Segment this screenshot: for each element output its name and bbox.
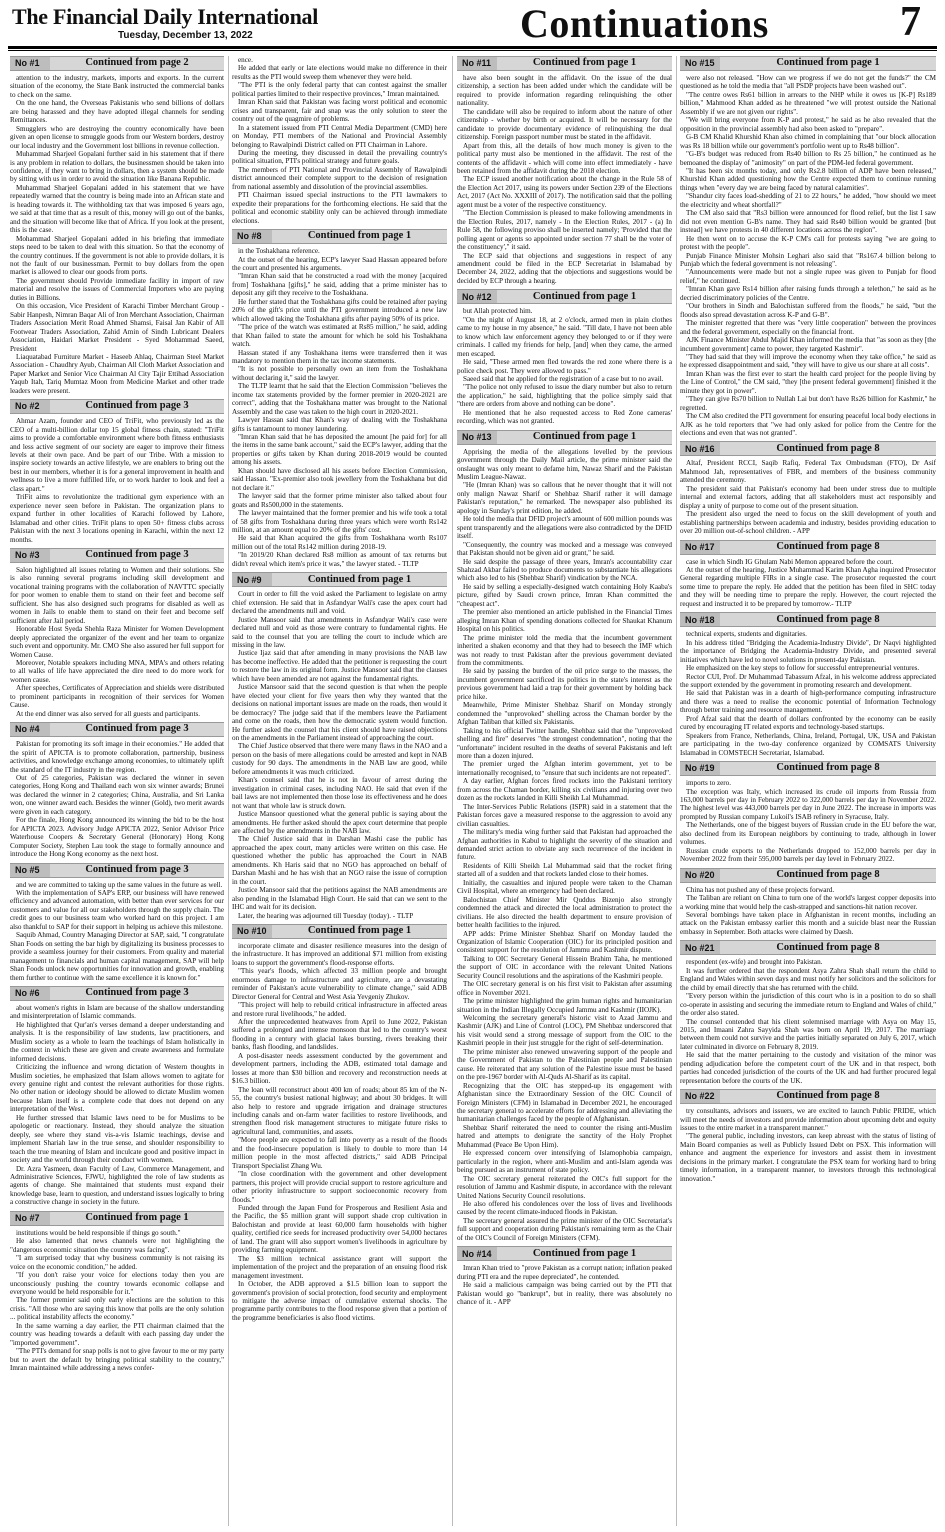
continued-from-label: Continued from page 8 (776, 868, 880, 880)
continued-from-label: Continued from page 1 (776, 57, 880, 69)
article-paragraph: but Allah protected him. (463, 307, 533, 316)
article-paragraph: On this occasion, Vice President of Karachi Timber Merchant Group - Sabir Hanpesh, Nimran Baqar Ali of Iron Merchant Association, Chairman Traders Association Merit Road Ahmed Shamsi, Faisal Jan Kabir of All Footwear Traders Association, Zahid Amin of Sindh Lubricant Dealers Association, Haidari Market President - Syed Mohammad Saeed, President (10, 302, 224, 353)
article-paragraph: "The PTI's demand for snap polls is not to give favour to me or my party but to avert the default by bringing political stability to the country," Imran maintained while addressing a news confer- (10, 1347, 224, 1373)
continued-from-label: Continued from page 1 (532, 430, 637, 442)
continued-from-label: Continued from page 3 (85, 863, 189, 875)
article-paragraph: The prime minister highlighted the grim human rights and humanitarian situation in the Indian Illegally Occupied Jammu and Kashmir (IIOJK). (457, 997, 672, 1014)
article-number: No #10 (232, 925, 272, 938)
article-paragraph: The prime minister told the media that the incumbent government inherited a shaken economy and that they had to beseech the IMF which was not ready to trust Pakistan after the previous government deviated from the commitments. (457, 633, 672, 667)
article (232, 229, 447, 568)
article-paragraph: He said that the matter pertaining to the custody and visitation of the minor was pending adjudication before the competent court of the UK and in that respect, both parties had conceded jurisdiction of the courts of the UK and had further procured legal representation before the courts of the UK. (680, 1051, 936, 1085)
article-paragraph: Justice Mansoor said that the second question is that when the people have elected your client for five years then why they wanted that the decisions on national important issues are made on the roads, then would it be democracy? The judge said that if the members leave the Parliament and come on the roads, then how the democratic system would function. He further asked the counsel that his client should have raised objections on the amendments in the Parliament instead of approaching the court. (232, 683, 447, 742)
article-paragraph: The OIC secretary general is on his first visit to Pakistan after assuming office in November 2021. (457, 980, 672, 997)
article-number: No #9 (232, 573, 272, 586)
article-paragraph: The members of PTI National and Provincial Assembly of Rawalpindi district announced their complete support to the decision of resignation from national assembly and dissolution of the provincial assemblies. (232, 165, 447, 191)
article-paragraph: Lawyer Hassan said that Khan's way of dealing with the Toshakhana gifts is tantamount to money laundering. (232, 416, 447, 433)
article-paragraph: Criticizing the influence and wrong dictation of Western thoughts in Muslim societies, he emphasized that Islam allows women to agitate for every genuine right and contest the relevant authorities for those rights. No other nation or ideology should be allowed to dictate Muslim women because Islam itself is a complete code that does not depend on any interpretation of the West. (10, 1063, 224, 1114)
article-paragraph: The lawyer said that the former prime minister also talked about four goats and Rs500,000 in the statements. (232, 492, 447, 509)
article (457, 1246, 672, 1306)
article-paragraph: Russian crude exports to the Netherlands dropped to 152,000 barrels per day in November 2022 from their 595,000 barrels per day level in February 2022. (680, 846, 936, 864)
article-paragraph: The premier urged the Afghan interim government, yet to be internationally recognised, to "ensure that such incidents are not repeated". (457, 760, 672, 777)
article-paragraph: TriFit aims to revolutionize the traditional gym experience with an experience never seen before in Pakistan. The organization plans to expand further in other localities of Karachi followed by Lahore, Islamabad and other cities. TriFit plans to open 50+ fitness clubs across Pakistan with the next 3 locations opening in Karachi, within the next 12 months. (10, 493, 224, 544)
continuation-header (457, 289, 672, 304)
article-paragraph: Later, the hearing was adjourned till Tuesday (today). - TLTP (238, 911, 414, 920)
column-4 (680, 56, 936, 1526)
continued-from-label: Continued from page 8 (776, 941, 880, 953)
article-paragraph: Salon highlighted all issues relating to Women and their solutions. She is also running several programs including skill development and vocational training programs with the collaboration of NAVTTC specially for poor women to enable them to stand on their feet and become self sufficient. She has also designed such programs for disabled as well as women in Jails to enable them to stand on their feet and become self sufficient after Jail period. (10, 566, 224, 625)
continuation-header (680, 441, 936, 456)
article-paragraph: Khan's counsel said that he is not in favour of arrest during the investigation in criminal cases, including NAO. He said that even if the bail laws are not implemented then those lose its effectiveness and he does not want that whole law is struck down. (232, 776, 447, 810)
article-paragraph: Funded through the Japan Fund for Prosperous and Resilient Asia and the Pacific, the $5 million grant will support shade crop cultivation in Balochistan and provide at least 60,000 farm households with higher quality, certified rice seeds for increased productivity over 54,000 hectares of land. The grant will also support women's livelihoods in agriculture by providing farming equipment. (232, 1204, 447, 1255)
article-paragraph: imports to zero. (686, 779, 732, 788)
continued-from-label: Continued from page 1 (532, 57, 637, 69)
article (10, 722, 224, 858)
article-number: No #6 (10, 987, 50, 1000)
article-paragraph: "This year's floods, which affected 33 million people and brought enormous damage to infrastructure and agriculture, are a devastating reminder of Pakistan's acute vulnerability to climate change," said ADB Director General for Central and West Asia Yevgeniy Zhukov. (232, 967, 447, 1001)
continuation-header (10, 722, 224, 737)
article-paragraph: "They had said that they will improve the economy when they take office," he said as he expressed disappointment and said, "they will have to give us our share at all costs". (680, 352, 936, 370)
continued-from-label: Continued from page 8 (776, 613, 880, 625)
article-paragraph: China has not pushed any of these projects forward. (686, 885, 835, 894)
article-paragraph: Recognizing that the OIC has stepped-up its engagement with Afghanistan since the Extraordinary Session of the OIC Council of Foreign Ministers (CFM) in Islamabad in December 2021, he encouraged the secretary general to accelerate efforts for addressing and alleviating the humanitarian challenges faced by the people of Afghanistan. (457, 1081, 672, 1124)
article-paragraph: "The police not only refused to issue the diary number but also to return the application," he said, highlighting that the police simply said that "there are orders from above and nothing can be done". (457, 383, 672, 409)
article-paragraph: The president also urged the need to focus on the skill development of youth and establishing partnerships between academia and industry, besides providing education to over 20 million out-of-school children. - APP (680, 510, 936, 536)
continued-from-label: Continued from page 8 (776, 442, 880, 454)
section-title: Continuations (520, 1, 769, 46)
masthead-rule-thin (8, 50, 937, 51)
article-paragraph: He told the media that DFID project's amount of 600 million pounds was spent transparently and the allegations were also contradicted by the DFID itself. (457, 515, 672, 541)
masthead-rule (8, 46, 937, 49)
article (680, 940, 936, 1085)
article-paragraph: He emphasized on the key steps to follow for successful entrepreneurial ventures. (686, 664, 920, 673)
article-paragraph: Muhammad Sharjeel Gopalani further said in his statement that if there is any problem in relation to dollars, the businessmen should be taken into confidence, if they want to bring in dollars, then a system should be made by sitting with us in order to avoid the situation like Banana Republic. (10, 150, 224, 184)
article-paragraph: The minister regretted that there was "very little cooperation" between the provinces and the federal government, especially on the financial front. (680, 319, 936, 336)
article-number: No #5 (10, 864, 50, 877)
article (680, 441, 936, 535)
article-number: No #13 (457, 431, 497, 444)
article-paragraph: Taking to his official Twitter handle, Shehbaz said that the "unprovoked shelling and fire" deserves "the strongest condemnation", noting that the "unfortunate" incident resulted in the deaths of several Pakistanis and left more than a dozen injured. (457, 726, 672, 760)
continued-from-label: Continued from page 3 (85, 987, 189, 999)
article-paragraph: Mohammad Sharjeel Gopalani added in his briefing that immediate steps need to be taken to deal with this situation. So that the economy of the country continues. If the government is not able to provide dollars, it is not the fault of our businessman. Permit to buy dollars from the open market is allowed to clear our goods from ports. (10, 234, 224, 277)
article-number: No #21 (680, 941, 720, 954)
article (680, 761, 936, 864)
article-paragraph: Moreover, Notable speakers including MNA, MPA's and others relating to all walks of life have appreciated the dire need to do more work for women cause. (10, 659, 224, 684)
article-paragraph: respondent (ex-wife) and brought into Pakistan. (686, 958, 823, 967)
continued-from-label: Continued from page 1 (532, 290, 637, 302)
article-paragraph: Welcoming the secretary general's historic visit to Azad Jammu and Kashmir (AJK) and Line of Control (LOC), PM Shehbaz underscored that his visit would send a strong message of support from the OIC to the Kashmiri people in their just struggle for the right of self-determination. (457, 1014, 672, 1048)
article-number: No #7 (10, 1212, 50, 1225)
article-paragraph: Saquib Ahmad, Country Managing Director at SAP, said, "I congratulate Shan Foods on setting the bar high by digitalizing its business processes to provide a seamless journey for their customers. From quality and material management to financials and human capital management, SAP will help Shan Foods unlock new opportunities for innovation and growth, enabling them further to continue with the same excellence it is known for." (10, 931, 224, 982)
article-number: No #15 (680, 57, 720, 70)
article-paragraph: "Imran Khan said that he has deposited the amount [he paid for] for all the items in the same bank account," said the ECP's lawyer, adding that the properties or gifts taken by Khan during 2018-2019 would be counted among his assets. (232, 433, 447, 467)
article-paragraph: Punjab Finance Minister Mohsin Leghari also said that "Rs167.4 billion belong to Punjab which the federal government is not releasing". (680, 251, 936, 268)
article-paragraph: The candidate will also be required to inform about the nature of other citizenship - whether by birth or acquired. It will be necessary for the candidate to provide documentary evidence of relinquishing the dual citizenship. Foreign passport number must be stated in the affidavit. (457, 107, 672, 142)
article-paragraph: Apprising the media of the allegations levelled by the previous government through the Daily Mail article, the prime minister said the onslaught was only meant to defame him, Nawaz Sharif and the Pakistan Muslim League-Nawaz. (457, 447, 672, 482)
article-paragraph: The TLTP learnt that he said that the Election Commission "believes the income tax statements provided by the former premier in 2020-2021 are correct", adding that the Toshakhana matter was brought to the National Assembly and the case was taken to the high court in 2020-2021. (232, 382, 447, 416)
article-paragraph: He said by selling a especially-designed watch containing Holy Kaaba's picture, gifted by Saudi crown prince, Imran Khan committed the "cheapest act". (457, 582, 672, 608)
article-paragraph: AJK Finance Minister Abdul Majid Khan informed the media that "as soon as they [the incumbent government] came to power, they targeted Kashmir". (680, 336, 936, 353)
article-paragraph: "In 2019/20 Khan declared Rs8 million as amount of tax returns but didn't reveal which item's price it was," the lawyer stated. - TLTP (232, 551, 447, 568)
article-paragraph: The CM also credited the PTI government for ensuring peaceful local body elections in AJK as he told reporters that "we had only asked for police from the Centre for the elections and even that was not granted". (680, 412, 936, 438)
article-paragraph: APP adds: Prime Minister Shehbaz Sharif on Monday lauded the Organization of Islamic Cooperation (OIC) for its principled position and consistent support for the resolution of Jammu and Kashmir dispute. (457, 929, 672, 955)
article (457, 430, 672, 1243)
article-paragraph: At the end dinner was also served for all guests and participants. (16, 709, 201, 718)
article-paragraph: The government should Provide immediate facility in import of raw material and resolve the issues of Commercial Importers who are paying duties in Billions. (10, 276, 224, 302)
article-paragraph: "Our brothers in Sindh and Balochistan suffered from the floods," he said, "but the floods also spread devastation across K-P and G-B". (680, 302, 936, 319)
column-1 (10, 56, 224, 1526)
article-paragraph: Altaf, President RCCI, Saqib Rafiq, Federal Tax Ombudsman (FTO), Dr Asif Mahmood Jah, representatives of FBR, and members of the business community attended the ceremony. (680, 459, 936, 485)
article-paragraph: institutions would be held responsible if things go south." (16, 1228, 181, 1237)
article-paragraph: Justice Mansoor said that amendments in Asfandyar Wali's case were declared null and void as those were contrary to fundamental rights. He said to the counsel that you are telling the court to include which are missing in the law. (232, 615, 447, 649)
article (10, 1211, 224, 1373)
article-number: No #22 (680, 1090, 720, 1103)
article-paragraph: Pakistan for promoting its soft image in their economies." He added that the spirit of APICTA is to promote collaboration, partnership, business activities, and knowledge exchange among economies, to ultimately uplift the standard of the IT industry in the region. (10, 740, 224, 774)
article-paragraph: Court in order to fill the void asked the Parliament to legislate on army chief extension. He said that in Asfandyar Wali's case the apex court had declared the amendments null and void. (232, 590, 447, 616)
article (457, 56, 672, 285)
page-number: 7 (900, 0, 921, 45)
article-paragraph: "The price of the watch was estimated at Rs85 million," he said, adding that Khan failed to state the amount for which he sold his Toshakhana watch. (232, 323, 447, 349)
article-paragraph: "The general public, including investors, can keep abreast with the status of listing of Main Board companies as well as Publicly Issued Debt on PSX. This information will enhance and augment the experience for investors and assist them in investment decisions in the primary market. I congratulate the PSX team for working hard to bring timely information, in a transparent manner, to investors through this technological innovation." (680, 1132, 936, 1183)
article-paragraph: The OIC secretary general reiterated the OIC's full support for the resolution of Jammu and Kashmir dispute, in accordance with the relevant United Nations Security Council resolutions. (457, 1174, 672, 1200)
article-paragraph: "More people are expected to fall into poverty as a result of the floods and the food-insecure population is likely to double to more than 14 million people in the most affected districts," said ADB Principal Transport Specialist Zhang Wu. (232, 1136, 447, 1170)
article-paragraph: "The centre owes Rs61 billion in arrears to the NHP while it owes us [K-P] Rs189 billion," Mahmood Khan added as he threatened "we will protest outside the National Assembly if we are not given our rights". (680, 90, 936, 116)
article-paragraph: The counsel contended that his client solemnised marriage with Asya on May 15, 2015, and Imaani Zahra Sayyida Shah was born on April 19, 2017. The marriage between them could not survive and the parties initially separated on July 6, 2017, which later culminated in divorce on February 8, 2019. (680, 1017, 936, 1051)
article-paragraph: The Taliban are reliant on China to turn one of the world's largest copper deposits into a working mine that would help the cash-strapped and sanctions-hit nation recover. (680, 894, 936, 911)
article-paragraph: "In close coordination with the government and other development partners, this project will provide crucial support to restore agriculture and other priority infrastructure to support socioeconomic recovery from floods." (232, 1170, 447, 1204)
article-paragraph: The lawyer maintained that the former premier and his wife took a total of 58 gifts from Toshakhana during three years which were worth Rs142 million, at an amount equal to 20% of the gifts' cost. (232, 509, 447, 535)
article-paragraph: Justice Mansoor questioned what the general public is saying about the amendments. He further asked should the apex court determine that people are affected by the amendments in the NAB law. (232, 810, 447, 835)
article-paragraph: He further stressed that Islamic laws need to be for Muslims to be apologetic or reactionary. Instead, they should analyze the situation deeply, see where they stand vis-a-vis Islamic teachings, devise and implement Shariah law in the true sense, and shoulder responsibility to teach the true meaning of Islam and inculcate good and positive impact in society and the world through their conduct with women. (10, 1113, 224, 1165)
article-paragraph: He said that Khan acquired the gifts from Toshakhana worth Rs107 million out of the total Rs142 million during 2018-19. (232, 534, 447, 551)
continued-from-label: Continued from page 1 (85, 1212, 189, 1224)
article-paragraph: A post-disaster needs assessment conducted by the government and development partners, including the ADB, estimated total damage and losses at more than $30 billion and recovery and reconstruction needs at $16.3 billion. (232, 1051, 447, 1086)
article (10, 863, 224, 982)
article-paragraph: case in which Sindh IG Ghulam Nabi Memon appeared before the court. (686, 557, 894, 566)
article-paragraph: Balochistan Chief Minister Mir Quddus Bizenjo also strongly condemned the attack and directed the local administration to protect the civilians. He also directed the health department to ensure provision of better health facilities to the injured. (457, 895, 672, 930)
continuation-header (10, 548, 224, 563)
continued-from-label: Continued from page 8 (776, 540, 880, 552)
article-paragraph: Initially, the casualties and injured people were taken to the Chaman Civil Hospital, where an emergency had been declared. (457, 878, 672, 896)
article-paragraph: Khan should have disclosed all his assets before Election Commission, said Hassan. "Ex-premier also took jewellery from the Toshakhana but did not declare it." (232, 466, 447, 492)
article-paragraph: Honorable Host Syeda Shehla Raza Minister for Women Development deeply appreciated the organizer of the event and her team to organize such event and opportunity. Mr. CMO She also assured her full support for Women Cause. (10, 625, 224, 659)
article-paragraph: Prof Afzal said that the dearth of dollars confronted by the economy can be easily cured by encouraging IT related exports and technology-based startups. (680, 714, 936, 732)
article-paragraph: "Announcements were made but not a single rupee was given to Punjab for flood relief," he continued. (680, 268, 936, 285)
continuation-header (10, 1211, 224, 1226)
article-paragraph: Out of 25 categories, Pakistan was declared the winner in seven categories, Hong Kong and Thailand each won six winner awards; Brunei was declared the winner in 2 categories; China, Australia, and Sri Lanka won, one winner award each. Besides the winner (Gold), two merit awards were given in each category. (10, 773, 224, 816)
continuation-header (680, 761, 936, 776)
article-number: No #3 (10, 549, 50, 562)
article-number: No #11 (457, 57, 497, 70)
article-paragraph: In the same warning a day earlier, the PTI chairman claimed that the country was heading towards a default with each passing day under the "imported government". (10, 1321, 224, 1347)
article (10, 986, 224, 1207)
article-paragraph: He said by passing the burden of the oil price surge to the masses, the incumbent government sacrificed its politics in the state's interest as the previous government had laid a trap for their government by holding back price hike. (457, 667, 672, 701)
article-paragraph: He said, "These armed men fled towards the red zone where there is a police check post. They were allowed to pass." (457, 358, 672, 375)
article-paragraph: A day earlier, Afghan forces fired rockets into the Pakistani territory from across the Chaman border, killing six civilians and injuring over two dozen as the rockets landed in Killi Sheikh Lal Muhammad. (457, 777, 672, 803)
article-paragraph: In a statement issued from PTI Central Media Department (CMD) here on Monday, PTI members of the National and Provincial Assembly belonging to Rawalpindi District called on PTI Chairman in Lahore. (232, 123, 447, 149)
article-paragraph: The CM also said that "Rs3 billion were announced for flood relief, but the list I saw did not even mention G-B's name. They had said Rs40 billion would be granted [but instead] we have protests in 40 different locations across the region". (680, 209, 936, 235)
article-paragraph: During the meeting, they discussed in detail the prevailing country's political situation, PTI's political strategy and future goals. (232, 148, 447, 166)
article-number: No #16 (680, 442, 720, 455)
article-paragraph: He also offered his condolences over the loss of lives and livelihoods caused by the recent climate-induced floods in Pakistan. (457, 1200, 672, 1217)
article-paragraph: He then went on to accuse the K-P CM's call for protests saying "we are going to protest with the people". (680, 234, 936, 252)
article-paragraph: Meanwhile, Prime Minister Shehbaz Sharif on Monday strongly condemned the "unprovoked" shelling across the Chaman border by the Afghan Taliban that killed six Pakistanis. (457, 701, 672, 727)
article-paragraph: "They can give Rs70 billion to Nullah Lai but don't have Rs26 billion for Kashmir," he regretted. (680, 395, 936, 412)
article-paragraph: The Chief Justice observed that there were many flaws in the NAO and a person on the basis of mere allegations could be arrested and kept in NAB custody for 90 days. The amendments in the NAB law are good, while before amendments it was much criticized. (232, 742, 447, 776)
continued-from-label: Continued from page 8 (776, 1090, 880, 1102)
article-paragraph: were also not released. "How can we progress if we do not get the funds?" the CM questioned as he told the media that "all PSDP projects have been washed out". (680, 74, 936, 91)
column-divider (452, 56, 453, 1526)
article-paragraph: "Every person within the jurisdiction of this court who is in a position to do so shall co-operate in assisting and securing the immediate return to England and Wales of child," the order also stated. (680, 992, 936, 1018)
article-paragraph: He expressed concern over intensifying of Islamophobia campaign, particularly in the region, where anti-Muslim and anti-Islam agenda was being pursued as an instrument of state policy. (457, 1149, 672, 1175)
article-paragraph: Dr. Azra Yasmeen, dean Faculty of Law, Commerce Management, and Administrative Sciences, FJWU, highlighted the role of law students as agents of change. She maintained that students must expand their knowledge base, learn to question, and understand issues logically to bring a constructive change in society in the future. (10, 1164, 224, 1207)
continuation-header (680, 868, 936, 883)
continued-from-label: Continued from page 1 (532, 1247, 637, 1259)
article-paragraph: Imran Khan tried to "prove Pakistan as a corrupt nation; inflation peaked during PTI era and the rupee depreciated", he contended. (457, 1264, 672, 1281)
article-paragraph: attention to the industry, markets, imports and exports. In the current situation of the economy, the State Bank instructed the commercial banks to check on the same. (10, 74, 224, 99)
article-paragraph: The ECP issued another notification about the change in the Rule 58 of the Election Act 2017, using its powers under Section 239 of the Elections Act, 2017 (Act No. XXXIII of 2017). The notification said that the polling agent must be a voter of the respective constituency. (457, 175, 672, 209)
article (232, 572, 447, 920)
article-paragraph: "This project will help to rebuild critical infrastructure in affected areas and restore rural livelihoods," he added. (232, 1001, 447, 1018)
article-paragraph: Justice Ijaz said that after amending in many provisions the NAB law has become ineffective. He added that the petitioner is requesting the court to restore the law in its original form. Justice Mansoor said that the clauses which have been amended are not against the fundamental rights. (232, 649, 447, 683)
article-paragraph: The former premier said only early elections are the solution to this crisis. "All those who are saying this know that polls are the only solution ... political instability affects the economy." (10, 1296, 224, 1322)
article-paragraph: "I am surprised today that why business community is not raising its voice on the economic condition," he added. (10, 1254, 224, 1271)
article-paragraph: At the outset of the hearing, Justice Muhammad Karim Khan Agha inquired Prosecutor General regarding multiple FIRs in a single case. The prosecutor requested the court some time to prepare the reply. He added that the petition has been filed in SHC today and they will be needing time to prepare the reply. However, the court rejected the request and instructed it to be prepared by tomorrow.- TLTP (680, 566, 936, 608)
article-paragraph: Liaquatabad Furniture Market - Haseeb Ahlaq, Chairman Steel Market Association - Chaudhry Ayub, Chairman All Cloth Market Association and Paper Market and Senior Vice Chairman Al City Tajir Ettihad Association Yaqub Itah, Tariq Mumtaz Moon from Medicine Market and other trade leaders were present. (10, 352, 224, 395)
continued-from-label: Continued from page 1 (307, 573, 412, 585)
article-paragraph: It was further ordered that the respondent Asya Zahra Shah shall return the child to England and Wales within seven days and must notify her solicitors and the solicitors for the child by email directly that she has returned with the child. (680, 966, 936, 992)
article-paragraph: The Chief Justice said that in Darshan Mashi case the public has approached the apex court, many articles were written on this case. He questioned whether the public has approached the Court in NAB amendments. Kh Haris said that no NGO has approached on behalf of Darshan Mashi and he has wish that an NGO raise the issue of corruption in the court. (232, 835, 447, 886)
article-paragraph: "It has been six months today, and only Rs2.8 billion of ADP have been released," Khurshid Khan added questioning how the Centre expected them to continue running things when "every day we are being faced by natural calamities". (680, 166, 936, 192)
article-paragraph: In his address titled "Bridging the Academia-Industry Divide", Dr Naqvi highlighted the importance of Bridging the Academia-Industry Divide, and presented several initiatives which have led to novel solutions in present-day Pakistan. (680, 638, 936, 664)
article-paragraph: The military's media wing further said that Pakistan had approached the Afghan authorities in Kabul to highlight the severity of the situation and demanded strict action to obviate any such recurrence of the incident in future. (457, 828, 672, 862)
article-paragraph: "Imran Khan gave Rs14 billion after raising funds through a telethon," he said as he decried discriminatory policies of the Centre. (680, 285, 936, 302)
article-paragraph: G-B CM Khalid Khurshid Khan also chimed in complaining that "our block allocation was Rs 18 billion while our government's portfolio went up to Rs48 billion". (680, 133, 936, 150)
article-paragraph: After the unprecedented heatwaves from April to June 2022, Pakistan suffered a prolonged and intense monsoon that led to the country's worst flooding in a century with glacial lakes bursting, rivers breaking their banks, flash flooding, and landslides. (232, 1018, 447, 1052)
continuation-header (10, 863, 224, 878)
article-paragraph: "Imran Khan said that he constructed a road with the money [acquired from] Toshakhana [gifts]," he said, adding that a prime minister has to deposit any gift they receive to the Toshakhana. (232, 272, 447, 298)
continuation-header (680, 540, 936, 555)
article-paragraph: Muhammad Sharjeel Gopalani added in his statement that we have repeatedly warned that the country is being made into an African state and is heading towards it. The withholding tax that was imposed 6 years ago, we said at that time that as a result of this, money will go out of the banks, and the situation will become like that of Africa. If you look at the present, this is the case. (10, 183, 224, 235)
article-paragraph: Apart from this, all the details of how much money is given to the political party must also be mentioned in the affidavit. The rest of the contents of the affidavit - which will come into effect immediately - have been retained from the affidavit during the 2018 election. (457, 141, 672, 175)
article-paragraph: Shehbaz Sharif reiterated the need to counter the rising anti-Muslim hatred and attempts to denigrate the sanctity of the Holy Prophet Muhammad (Peace Be Upon Him). (457, 1123, 672, 1149)
paper-name: The Financial Daily International (12, 4, 319, 29)
continuation-header (457, 56, 672, 71)
article-paragraph: The Inter-Services Public Relations (ISPR) said in a statement that the Pakistan forces gave a measured response to the aggression to avoid any civilian casualties. (457, 802, 672, 828)
article-paragraph: The secretary general assured the prime minister of the OIC Secretariat's full support and cooperation during Pakistan's remaining term as the Chair of the OIC's Council of Foreign Ministers (CFM). (457, 1216, 672, 1242)
article-paragraph: He said that Pakistan was in a dearth of high-performance computing infrastructure and there was a need to realise the economic potential of Information Technology through better training and resource management. (680, 689, 936, 715)
article-paragraph: He mentioned that he also requested access to Red Zone cameras' recording, which was not granted. (457, 408, 672, 426)
continuation-header (680, 1089, 936, 1104)
article (680, 868, 936, 937)
article-paragraph: "We will bring everyone from K-P and protest," he said as he also revealed that the opposition in the provincial assembly had also been asked to "prepare". (680, 116, 936, 133)
article-number: No #2 (10, 400, 50, 413)
continuation-header (232, 924, 447, 939)
article (10, 56, 224, 395)
article-paragraph: technical experts, students and dignitaries. (686, 630, 807, 639)
article-paragraph: Rector CUI, Prof. Dr Muhammad Tabassum Afzal, in his welcome address appreciated the support extended by the government in promoting research and development. (680, 672, 936, 689)
article (680, 1089, 936, 1183)
article-paragraph: The Netherlands, one of the biggest buyers of Russian crude in the EU before the war, also declined from its European neighbors by continuing to trade, although in lower volumes. (680, 821, 936, 847)
article-number: No #14 (457, 1247, 497, 1260)
continued-from-label: Continued from page 1 (307, 230, 412, 242)
article-paragraph: He highlighted that Qur'an's verses demand a deeper understanding and analysis. It is the responsibility of law students, law practitioners, and Muslim society as a whole to learn the teachings of Islam holistically in the context in which these are given and create awareness and formulate informed decisions. (10, 1020, 224, 1063)
column-divider (228, 56, 229, 1526)
article-paragraph: The ECP said that objections and suggestions in respect of any amendment could be filed in the ECP Secretariat in Islamabad by December 24, 2022, adding that the objections and suggestions would be decided by ECP through a hearing. (457, 251, 672, 285)
article-paragraph: try consultants, advisors and issuers, we are excited to launch Public PRIDE, which will meet the needs of investors and provide information about upcoming debt and equity issues to the entire market in a transparent manner." (680, 1107, 936, 1133)
article-paragraph: ence. (238, 56, 253, 64)
article-paragraph: The president said that Pakistan's economy had been under stress due to multiple internal and external factors, adding that all stakeholders must act responsibly and display a unity of purpose to come out of the present situation. (680, 484, 936, 510)
article (680, 540, 936, 609)
continuation-header (10, 986, 224, 1001)
article-number: No #1 (10, 57, 50, 70)
column-divider (676, 56, 677, 1526)
continuation-header (680, 940, 936, 955)
masthead (0, 0, 945, 50)
continued-from-label: Continued from page 2 (85, 57, 189, 69)
article-paragraph: "Consequently, the country was mocked and a message was conveyed that Pakistan should not be given aid or grant," he said. (457, 540, 672, 558)
article-paragraph: The premier also mentioned an article published in the Financial Times alleging Imran Khan of spending donations collected for Shaukat Khanum Hospital on his politics. (457, 608, 672, 634)
continuation-header (457, 1246, 672, 1261)
article-paragraph: "If you don't raise your voice for elections today then you are unconsciously pushing the country towards economic collapse and everyone would be held responsible for it." (10, 1271, 224, 1296)
continuation-header (457, 430, 672, 445)
article-paragraph: The prime minister also renewed unwavering support of the people and the Government of Pakistan to the Palestinian people and Palestinian cause. He reiterated that any solution of the Palestine issue must be based on the pre-1967 border with Al-Quds Al-Sharif as its capital. (457, 1047, 672, 1082)
article-paragraph: In October, the ADB approved a $1.5 billion loan to support the government's provision of social protection, food security and employment to mitigate the adverse impact of cumulative external shocks. The programme partly contributes to the flood response given that a portion of the programme beneficiaries is also flood victims. (232, 1280, 447, 1322)
article-paragraph: Speakers from France, Netherlands, China, Ireland, Portugal, UK, USA and Pakistan are participating in the two-day conference organized by COMSATS University Islamabad in COMSTECH Secretariat, Islamabad. (680, 731, 936, 757)
article-paragraph: have also been sought in the affidavit. On the issue of the dual citizenship, a section has been added under which the candidate will be required to provide information regarding relinquishing the other nationality. (457, 74, 672, 108)
article (232, 56, 447, 225)
article-number: No #8 (232, 230, 272, 243)
article (680, 56, 936, 437)
article (10, 548, 224, 718)
article-paragraph: Hassan stated if any Toshakhana items were transferred then it was mandatory to mention them in the tax income statements. (232, 348, 447, 365)
article-paragraph: He further stated that the Toshakhana gifts could be retained after paying 20% of the gift's price until the PTI government introduced a new law which allowed taking the Toshakhana gifts after paying 50% of its price. (232, 297, 447, 323)
article-paragraph: "G-B's budget was reduced from Rs40 billion to Rs 25 billion," he continued as he bemoaned the display of "animosity" on part of the PDM-led federal government. (680, 150, 936, 167)
issue-date: Tuesday, December 13, 2022 (118, 30, 253, 41)
continued-from-label: Continued from page 3 (85, 400, 189, 412)
article-paragraph: incorporate climate and disaster resilience measures into the design of the infrastructure. It has improved an additional $71 million from existing loans to support the government's flood-response efforts. (232, 941, 447, 967)
continued-from-label: Continued from page 3 (85, 723, 189, 735)
article-paragraph: Justice Mansoor said that the petitions against the NAB amendments are also pending in the Islamabad High Court. He said that can we sent to the IHC and wait for its decision. (232, 886, 447, 912)
article-paragraph: "The PTI is the only federal party that can contest against the smaller political parties limited to their respective provinces," Imran maintained. (232, 81, 447, 98)
article-paragraph: At the outset of the hearing, ECP's lawyer Saad Hassan appeared before the court and presented his arguments. (232, 255, 447, 272)
article-paragraph: about women's rights in Islam are because of the shallow understanding and misinterpretation of Islamic commands. (10, 1003, 224, 1021)
article-paragraph: The loan will reconstruct about 400 km of roads; about 85 km of the N-55, the country's busiest national highway; and about 30 bridges. It will also help to restore and upgrade irrigation and drainage structures including canals and on-farm water facilities to restore livelihoods, and strengthen flood risk management structures to mitigate future risks to agricultural land, communities, and assets. (232, 1085, 447, 1136)
article-paragraph: Saeed said that he applied for the registration of a case but to no avail. (463, 374, 664, 383)
continued-from-label: Continued from page 3 (85, 549, 189, 561)
article-paragraph: With the implementation of SAP's ERP, our business will have renewed efficiency and advanced automation, with better than ever services for our customers and value for all our stakeholders through the supply chain. The credit goes to our business team who worked hard on this project. I am also thankful to SAP for their support in helping us achieve this milestone. (10, 888, 224, 931)
continuation-header (232, 229, 447, 244)
article-paragraph: After speeches, Certificates of Appreciation and shields were distributed to prominent participants in recognition of their services for Women Cause. (10, 684, 224, 710)
article-paragraph: Several bombings have taken place in Afghanistan in recent months, including an attack on the Pakistan embassy earlier this month and a suicide blast near the Russian embassy in September. Both attacks were claimed by Daesh. (680, 910, 936, 936)
article-paragraph: "Shandur city faces load-shedding of 21 to 22 hours," he added, "how should we meet the electricity and wheat shortfall?" (680, 192, 936, 209)
article-number: No #19 (680, 762, 720, 775)
article-number: No #17 (680, 541, 720, 554)
continuation-header (10, 56, 224, 71)
article-number: No #18 (680, 613, 720, 626)
article (457, 289, 672, 425)
continuation-header (232, 572, 447, 587)
article-paragraph: in the Toshakhana reference. (238, 247, 320, 256)
article-paragraph: The exception was Italy, which increased its crude oil imports from Russia from 163,000 barrels per day in February 2022 to 322,000 barrels per day in November 2022. The highest level was 443,000 barrels per day in June 2022. The increase in imports was prompted by Russian company Lukoil's ISAB refinery in Syracuse, Italy. (680, 787, 936, 821)
continued-from-label: Continued from page 8 (776, 762, 880, 774)
article-paragraph: Talking to OIC Secretary General Hissein Brahim Taha, he mentioned the support of OIC in accordance with the relevant United Nations Security Council resolutions and the aspirations of the Kashmiri people. (457, 954, 672, 980)
article-paragraph: Imran Khan was the first ever to start the health card project for the people living by the Line of Control," the CM said, "they [the present federal government] finished it the minute they got in power". (680, 369, 936, 395)
article-paragraph: PTI Chairman issued special instructions to the PTI lawmakers to expedite their preparations for the forthcoming elections. He said that the political and economic stability only can be achieved through immediate elections. (232, 191, 447, 225)
article-paragraph: He also lamented that news channels were not highlighting the "dangerous economic situation the country was facing". (10, 1237, 224, 1254)
article-paragraph: "The Election Commission is pleased to make following amendments in the Election Rules, 2017, namely - In the Election Rules, 2017 - (a) In Rule 58, the following proviso shall be inserted namely; 'Provided that the polling agent or agents so appointed under section 77 shall be the voter of the constituency'," it said. (457, 209, 672, 252)
column-2 (232, 56, 447, 1526)
article-paragraph: Imran Khan said that Pakistan was facing worst political and economic crises and transparent, fair and snap was the only solution to steer the country out of the quagmire of problems. (232, 98, 447, 124)
article-paragraph: and we are committed to taking up the same values in the future as well. (16, 880, 223, 889)
article (680, 612, 936, 757)
continuation-header (680, 612, 936, 627)
article-paragraph: "On the night of August 18, at 2 o'clock, armed men in plain clothes came to my house in my absence," he said. "Till date, I have not been able to know which law enforcement agency they belonged to or if they were criminals. I called my friends for help, [and] when they came, the armed men escaped. (457, 315, 672, 358)
article (232, 924, 447, 1322)
article-paragraph: On the one hand, the Overseas Pakistanis who send billions of dollars are being harassed and they have adopted illegal channels for sending Remittances. (10, 99, 224, 125)
article-paragraph: For the finale, Hong Kong announced its winning the bid to be the host for APICTA 2023. Advisory Judge APICTA 2022, Senior Advisor Price Waterhouse Coopers & Secretary General (Honorary) Hong Kong Computer Society, Stephen Lau took the stage to formally announce and introduce the Hong Kong economy as the next host. (10, 816, 224, 859)
article (10, 399, 224, 544)
article-paragraph: The $3 million technical assistance grant will support the implementation of the project and the preparation of an ensuing flood risk management investment. (232, 1254, 447, 1280)
continuation-header (10, 399, 224, 414)
article-paragraph: He said despite the passage of three years, Imran's accountability czar Shahzad Akbar failed to produce documents to substantiate his allegations which also led to his (Shehbaz Sharif) vindication by the NCA. (457, 557, 672, 583)
continuation-header (680, 56, 936, 71)
article-paragraph: Smugglers who are destroying the country economically have been given an open license to smuggle goods from our Western borders, destroy our local industry and the Government lost billions in revenue collection. (10, 124, 224, 150)
article-number: No #12 (457, 290, 497, 303)
article-paragraph: "It is not possible to personally own an item from the Toshakhana without declaring it," said the lawyer. (232, 365, 447, 382)
article-number: No #4 (10, 723, 50, 736)
article-paragraph: He added that early or late elections would make no difference in their results as the PTI would sweep them whenever they were held. (232, 64, 447, 81)
article-paragraph: Ahmar Azam, founder and CEO of TriFit, who previously led as the CEO of a multi-billion dollar top 15 global fitness chain, stated: "TriFit aims to provide a comfortable environment where both fitness enthusiasts and less active segment of our society are eager to improve their fitness levels at their own pace. And be part of our Tribe. With a mission to inspire society towards an active lifestyle, we are enablers to bring out the best in our members, whether it is for a general improvement in health and wellness to live a more fulfilled life, or to work harder to look and feel a class apart." (10, 417, 224, 493)
article-paragraph: Residents of Killi Sheikh Lal Muhammad said that the rocket firing started all of a sudden and that rockets landed close to their homes. (457, 861, 672, 879)
article-paragraph: He said a malicious campaign was being carried out by the PTI that Pakistan would go "bankrupt", but in reality, there was absolutely no chance of it. - APP (457, 1281, 672, 1307)
continued-from-label: Continued from page 1 (307, 925, 412, 937)
column-3 (457, 56, 672, 1526)
article-paragraph: "He (Imran Khan) was so callous that he never thought that it will not only malign Nawaz Sharif or Shehbaz Sharif rather it will damage Pakistan's reputation," he remarked. The newspaper also published its apology in Sunday's print edition, he added. (457, 481, 672, 515)
article-number: No #20 (680, 869, 720, 882)
